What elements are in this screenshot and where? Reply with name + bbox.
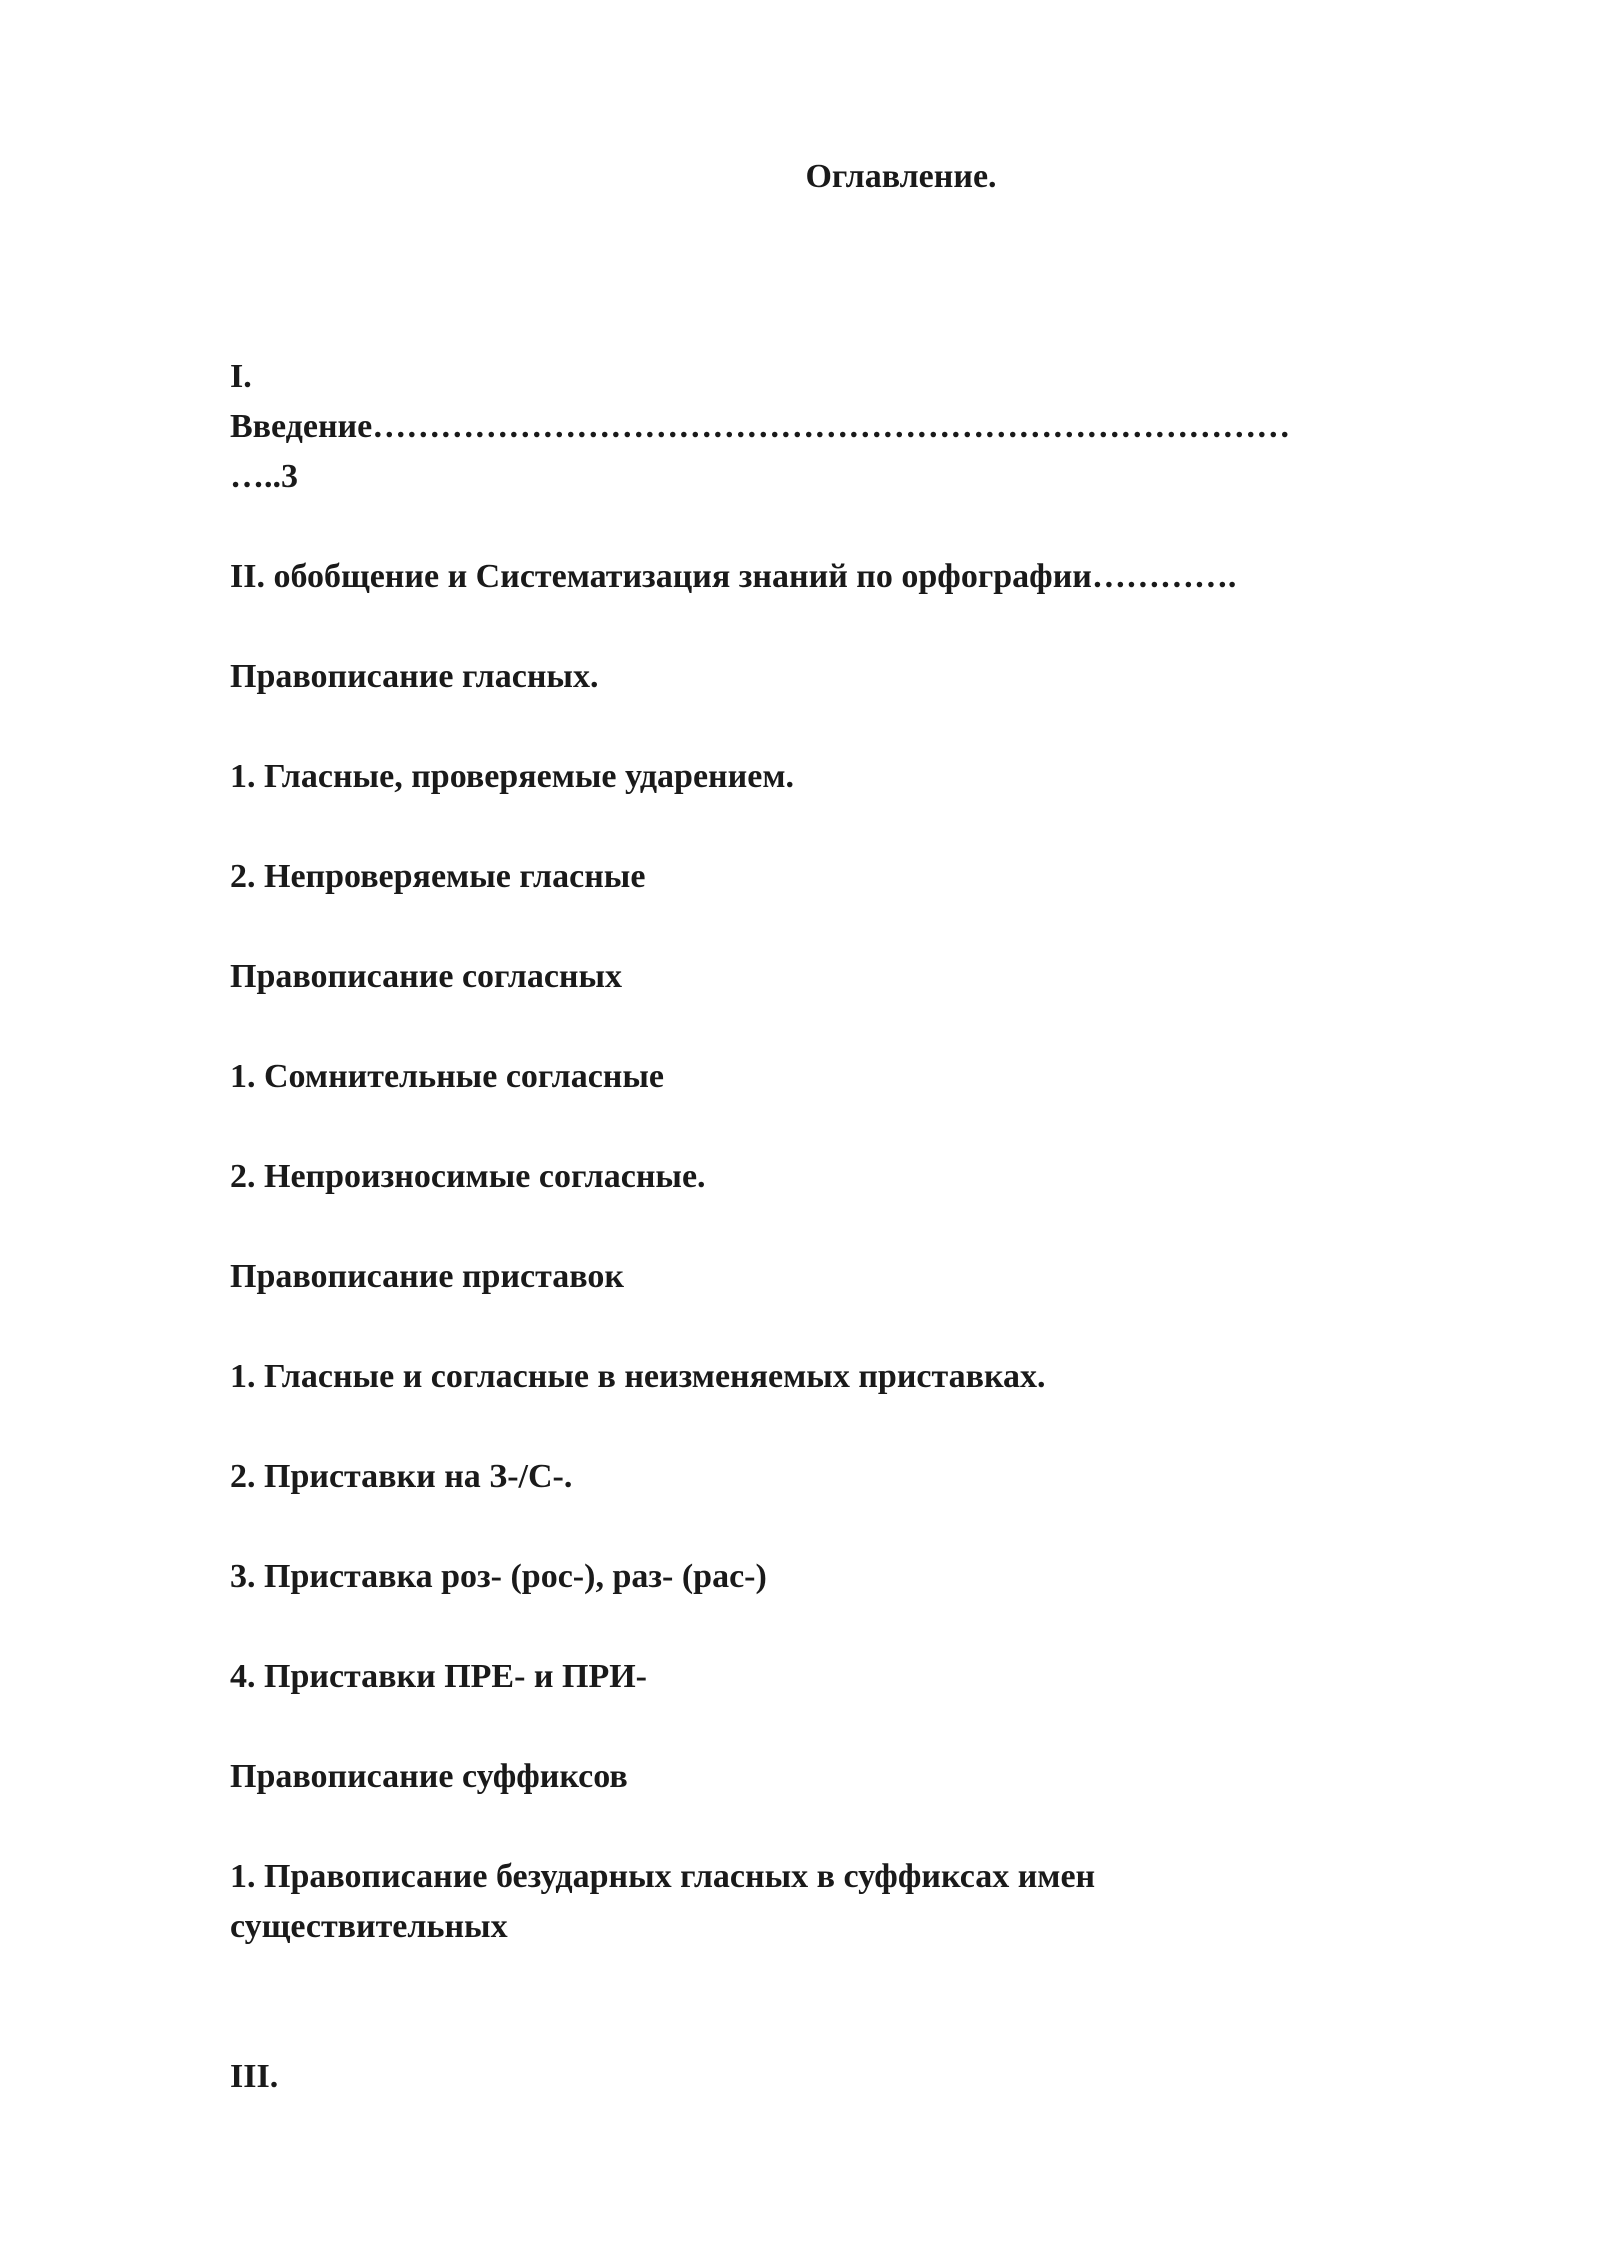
spacer [230, 702, 1490, 752]
toc-prefixes-item-4: 4. Приставки ПРЕ- и ПРИ- [230, 1658, 647, 1695]
spacer [230, 1702, 1490, 1752]
toc-consonants-item-1: 1. Сомнительные согласные [230, 1058, 665, 1095]
toc-vowels-heading: Правописание гласных. [230, 658, 599, 695]
spacer [230, 1002, 1490, 1052]
spacer [230, 1302, 1490, 1352]
toc-prefixes-item-2: 2. Приставки на З-/С-. [230, 1458, 573, 1495]
toc-consonants-heading: Правописание согласных [230, 958, 623, 995]
toc-consonants-item-2: 2. Непроизносимые согласные. [230, 1158, 706, 1195]
spacer [230, 602, 1490, 652]
spacer [230, 1802, 1490, 1852]
toc-intro-line [230, 402, 1490, 452]
toc-intro-leader-dots: ……………………………………………………………………… [372, 408, 1291, 445]
spacer [230, 902, 1490, 952]
toc-section-2: II. обобщение и Систематизация знаний по орфографии…………. [230, 558, 1237, 595]
toc-suffixes-item-1: 1. Правописание безударных гласных в суффиксах имен существительных [230, 1858, 1096, 1945]
toc-intro-page: …..3 [230, 458, 298, 495]
toc-prefixes-heading: Правописание приставок [230, 1258, 624, 1295]
spacer [230, 1402, 1490, 1452]
spacer [230, 1952, 1490, 2052]
toc-vowels-item-2: 2. Непроверяемые гласные [230, 858, 646, 895]
spacer [230, 1102, 1490, 1152]
table-of-contents [230, 352, 1490, 2102]
spacer [230, 1502, 1490, 1552]
toc-suffixes-heading: Правописание суффиксов [230, 1758, 628, 1795]
toc-section-3: III. [230, 2058, 279, 2095]
spacer [230, 802, 1490, 852]
toc-prefixes-item-3: 3. Приставка роз- (рос-), раз- (рас-) [230, 1558, 767, 1595]
toc-intro-label: Введение [230, 408, 373, 445]
toc-intro-number: I. [230, 358, 252, 395]
spacer [230, 1602, 1490, 1652]
spacer [230, 1202, 1490, 1252]
toc-vowels-item-1: 1. Гласные, проверяемые ударением. [230, 758, 794, 795]
spacer [230, 502, 1490, 552]
toc-prefixes-item-1: 1. Гласные и согласные в неизменяемых приставках. [230, 1358, 1046, 1395]
page-title: Оглавление. [805, 158, 997, 195]
